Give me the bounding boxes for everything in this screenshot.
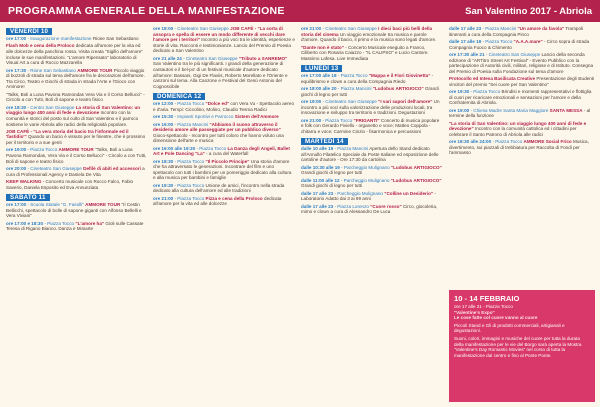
event-title: Pizza e cena della Proloco	[205, 195, 263, 201]
event-description: Grandi giochi di legno per tutti	[301, 86, 439, 97]
event-place: - Cineteatro San Giuseppe	[322, 26, 377, 31]
event-time: ore 12:00	[153, 101, 174, 107]
event-time: ore 21:00	[301, 26, 322, 31]
program-event	[301, 45, 443, 62]
event-time: ore 15:30	[153, 114, 174, 120]
event-time: ore 17:00 e 18:30	[6, 220, 44, 226]
program-event	[153, 196, 295, 207]
program-event	[6, 92, 148, 103]
event-description: - al termine della funzione	[449, 107, 591, 119]
event-title: Defilè di abiti ed accessori	[83, 166, 141, 172]
event-description: "Talks, Boli a Luna Pavona Ramondas Vera Via e il Corso Bellucci" - Circolo a con Tutti, Boli di sapone e teatro fisico	[6, 91, 145, 103]
event-place: - Cineteatro San Giuseppe	[322, 99, 377, 105]
day-heading: MARTEDÌ 14	[301, 138, 348, 145]
event-description: Gioli sulle Cassate Teresa di Rigano Bianco. Danza e Miniarte	[6, 220, 144, 232]
event-place: - Cineteatro San Giuseppe	[485, 51, 541, 57]
program-event	[449, 139, 595, 156]
event-title: KEEP WALKING	[6, 179, 42, 185]
event-description: Unione de amici, l'incontro nella strada dedicato alla cultura dell'amore ed alle tradizioni	[153, 182, 285, 194]
event-description: - a cura del Waterfall	[206, 151, 249, 157]
event-time: ore 17:00 alle 18	[301, 73, 337, 79]
promo-title: "Valentine's Expo"	[454, 309, 495, 315]
program-event	[449, 26, 595, 37]
event-description: Un incontro a più voci sulla valorizzazione delle produzioni locali, tra innovazione e sviluppo tra territorio e tradizioni. Degustazioni	[301, 99, 440, 116]
program-event	[6, 202, 148, 219]
event-title: AMMORE TOUR	[77, 67, 113, 73]
program-event	[301, 191, 443, 202]
program-column-4	[449, 26, 595, 158]
event-description: San Valentino tra le più significanti. I grandi della generazione di cantautori e il bel-po' di un festival musicale d'autore dedicato all'amore: Bassani, Gigi De Flaviis, Roberto Morellato e l'Oriente e canzoni sul tema. Alla Canzone e Festival del Gesù Antonio del Cognoscibile	[153, 61, 288, 89]
event-time: dalle 17 alle 23	[301, 203, 334, 209]
program-event	[6, 166, 148, 177]
day-heading: SABATO 11	[6, 194, 50, 201]
program-event	[6, 43, 148, 65]
event-place: - Piazza Mancini	[337, 86, 372, 92]
event-title: JOB CAFÈ - "La sorta di ansopra e spella di essere un modo differente di vecchi dare l'amore per i territori"	[153, 26, 285, 43]
event-time: ore 21:00	[301, 117, 322, 123]
event-place: - Parcheggio Mulignano	[334, 190, 383, 196]
event-title: "Colline un Desiderio"	[384, 190, 434, 196]
program-event	[449, 52, 595, 74]
event-description: Grandi giochi di legno per tutti	[301, 183, 363, 189]
program-event	[301, 73, 443, 84]
event-title: I dieci baci più belli della storia del cinema	[301, 26, 433, 37]
event-description: Incontro a più voci tra le identità, esperienze e storie di vita. Racconti e testimonianze. Lancio del Premio di Poesia dedicato a San Valentino	[153, 37, 295, 54]
event-title: AMMORE TOUR	[58, 147, 94, 153]
event-description: - Laboratorio Adatto dai 3 ai 99 anni	[301, 190, 436, 202]
event-description: Grandi giochi di legno per tutti	[301, 170, 363, 176]
event-title: "Ludobus ARTIGIOCO"	[372, 86, 424, 92]
event-place: - Piazza Mancini	[174, 121, 209, 127]
event-description: - Circo sopra di strada Compagnia Fuoco & Chimento	[449, 38, 590, 50]
event-description: Un viaggio emozionale tra musica e parole d'amore. Quando il bacio, il primo e la musica sono legati d'amore.	[301, 31, 437, 43]
program-event	[6, 147, 148, 164]
event-description: Gioco-spettacolo - Incontro per tutti coloro che hanno voluto una dimensione dell'arte e musica	[153, 132, 284, 144]
event-description: - equilibrismo e clown a cura della Compagnia Riedo	[301, 73, 434, 84]
promo-time-place: ore 17 alle 21 - Piazza Tocco	[454, 304, 513, 309]
event-description: - Concerto musicale con Rocco Falco, Fabio Saverio, Daniela Esposito ed Eva Annunziata	[6, 179, 134, 190]
event-title: "A.A.A.mare"	[513, 38, 543, 44]
event-description: Presentazione degli studenti vincitori del premio "Sei cuore per San Valentino"	[449, 76, 595, 87]
event-place: - Parcheggio Mulignano	[341, 164, 390, 170]
event-title: "Cuore rosso"	[370, 203, 402, 209]
event-description: Musica, divertimento, sui piazzali di trebbiatura per Raccolta di Fondi per l'ammasso	[449, 139, 589, 156]
event-time: ore 16:00	[153, 121, 174, 127]
event-description: "Talks, Boli a Luna Pavona Ramondas, Vera Via e il Corso Bellucci" - Circolo a con Tutti, Boli di sapone e teatro fisico	[6, 147, 147, 164]
event-title: "Abbiamo il suono attraverso il desiderio amore alle passeggiate per un pubblico diverso"	[153, 121, 281, 133]
program-event	[6, 221, 148, 232]
event-description: dedicata all'amore per la vita ed alle dolcezze della panchina rossa. Visita creata "Sigillo dell'amore" incluse le sue manifestazioni. "L'amore Ripensato" laboratorio di Visual Art a cura di Rocco Mazzarella	[6, 43, 143, 66]
event-title: La storia di San Valentino: un viaggio lungo 400 anni di fede e devozione	[6, 104, 141, 116]
event-time: ore 18:30 alle 24:00	[449, 139, 492, 145]
event-time: ore 19:00	[301, 99, 322, 105]
event-title: "L'amore ha"	[75, 220, 105, 226]
event-title: "Tributo a SANREMO"	[238, 55, 288, 61]
event-place: - Piazza Tocco	[174, 101, 205, 107]
event-place: - Inaugurazione manifestazione	[27, 36, 92, 41]
event-description: Incontro con la comunità e storici del posto sul culto di San Valentino e il parroco sostiene le varie Abriola alle radici della religiosità popolare.	[6, 110, 139, 127]
event-place: - Cineteatro San Giuseppe	[174, 26, 229, 31]
event-time: ore 19:00	[6, 147, 27, 153]
edition-label: San Valentino 2017 - Abriola	[465, 5, 592, 17]
program-event	[6, 179, 148, 190]
event-title: Protocollo ed Intesa Basilicata Creative	[449, 76, 536, 82]
program-event	[301, 204, 443, 215]
program-event	[153, 146, 295, 157]
event-place: - Piazza Mancini	[334, 146, 369, 152]
program-event	[449, 89, 595, 106]
event-title: "I vari sapori dell'amore"	[378, 99, 433, 105]
event-place: - Piazza Tocco	[174, 158, 205, 164]
program-column-2	[153, 26, 295, 209]
event-title: AMMORE TOUR	[85, 202, 121, 208]
program-event	[6, 36, 148, 42]
event-time: ore 19:30	[153, 182, 174, 188]
event-title: "FRIGANTI"	[353, 117, 380, 123]
event-time: dalle 10 alle 19	[301, 146, 334, 152]
program-event	[301, 26, 443, 43]
event-title: La Danza degli Angeli, Ballet Art e Pole Dancing "La"	[153, 145, 290, 157]
event-place: - Piazza Tocco	[470, 89, 501, 95]
event-title: "Ludobus ARTIGIOCO"	[390, 164, 442, 170]
event-place: - Piazza Tocco	[322, 117, 353, 123]
event-place: - Impianti Sportivi e Parrocco	[174, 114, 234, 120]
event-place: - Piazza Tocco	[27, 147, 58, 153]
program-event	[153, 56, 295, 90]
event-title: "Ludobus ARTIGIOCO"	[390, 177, 442, 183]
event-time: ore 19:30	[449, 89, 470, 95]
event-description: Lancio della seconda edizione di "ARTitro Street Art Festival" - Evento Pubblico con la partecipazione di Autorità civili, militari, religiose e di Istituto. Consegna del Premio di Poesia sulla Fondazione sul tema d'amore	[449, 51, 594, 74]
event-time: dalle 11:00 alle 12	[301, 177, 340, 183]
event-title: "Mappa e il Fiori Giovinetta"	[368, 73, 431, 79]
promo-description-1: Piccoli Stand e Gli di prodotti commerciali, artigianali e degustazioni.	[454, 322, 565, 334]
promo-subtitle: Le cose fatte col cuore vanno al cuore	[454, 315, 538, 321]
event-title: Sistem dell'Ammore	[234, 114, 279, 120]
event-time: ore 17:30	[6, 67, 27, 73]
event-time: ore 18:30	[6, 104, 27, 110]
event-description: Incontro con la comunità cattolica ed i cittadini per celebrare il Santo Patrono di Abriola alle radici	[449, 126, 577, 137]
event-title: "Il Piccolo Principe"	[205, 158, 250, 164]
day-heading: LUNEDÌ 13	[301, 65, 342, 72]
event-description: con Vera Vu - Spettacolo aereo e d'aria. Tempi: Ciccolino, Molino, Claudio Tesma Radici	[153, 101, 295, 112]
event-time: ore 19:00	[449, 107, 470, 113]
program-event	[301, 146, 443, 163]
day-heading: DOMENICA 12	[153, 93, 205, 100]
page-title: PROGRAMMA GENERALE DELLA MANIFESTAZIONE	[8, 5, 285, 17]
event-title: AMMORE Social Frico	[523, 139, 572, 145]
program-column-1	[6, 26, 148, 234]
program-event	[153, 122, 295, 144]
program-event	[301, 178, 443, 189]
event-place: - Scuola Statale "G. Fasolli"	[27, 202, 84, 208]
program-event	[153, 101, 295, 112]
event-place: - Piazza Lorenzo	[334, 203, 369, 209]
event-place: - Piazza Tocco	[44, 220, 75, 226]
event-time: ore 16:00 alle 19:30	[153, 145, 196, 151]
event-title: "Dante non è stato"	[301, 44, 344, 50]
event-description: a cura di Professionali Agency e Daniela De Vita	[6, 166, 145, 177]
event-description: Piccolo viaggio di bozzoli di strada sul tema dell'amore fra le decorazioni dell'amore. Tra Circo, Teatro e Giochi di strada in strada l'Arte e l'Gioco con Ammore!	[6, 67, 145, 90]
event-place: - Piazza Tocco	[196, 145, 227, 151]
event-description: Brindisi e momenti rappresentativi e flottiglia di cuori per ricaricare emozionali e sensazioni per l'amore e della Confraternita di Abriola.	[449, 89, 592, 106]
event-description: Trampoli itineranti a cura della Compagnia Pinco	[449, 26, 584, 37]
event-time: dalle 17 alle 19	[449, 38, 482, 44]
program-event	[6, 129, 148, 146]
event-description: Concerto di musica popolare e folk con Gerardo Fiviello - organetto e voce; Matteo Coppola - chitarra e voce; Carmine Cinzio - fisarmonica e percussioni	[301, 117, 440, 134]
program-event	[153, 114, 295, 120]
event-place: - Piazza Tocco	[482, 38, 513, 44]
program-event	[301, 165, 443, 176]
promo-description-2: Suoni, colori, immagini e musiche del cuore per tutta la durata della manifestazione per le vie del Borgo sarà aperta la Mostra "Valentine's Day Romantic Movies" nel corso di tutta la manifestazione dal centro e fino al Ponte Ponte.	[454, 335, 582, 358]
event-place: - Centro San Giuseppe	[27, 104, 75, 110]
event-title: "La storia di San Valentino: un viaggio lungo 400 anni di fede e devozione"	[449, 120, 587, 132]
event-description: Circo, giocoleria, mimo e clown a cura di Alessandro De Luca	[301, 203, 438, 215]
event-title: SANTA MESSA	[549, 107, 583, 113]
event-place: - Piazza Mancini	[482, 26, 517, 31]
event-description: Una storia d'amore che ha attraversato le generazioni. Incontrare del film e uno spettacolo con tutti i bambini per un pomeriggio dedicato alla cultura e alla musica per bambini e famiglie	[153, 158, 292, 181]
event-time: ore 18:00 alle 20	[301, 86, 337, 92]
event-place: - Rione San Sebastiano	[27, 67, 76, 73]
event-title: "Un amore da favola"	[517, 26, 565, 31]
event-time: dalle 10:30 alle 19	[301, 164, 340, 170]
program-event	[153, 183, 295, 194]
event-description: dedicata all'amore per la vita ed alle dolcezze	[153, 195, 282, 207]
event-title: "Dolce ed"	[205, 101, 230, 107]
event-description: Quando un bacio è vissuto per le finestre, che è prossimo per il territorio e a sue genti	[6, 134, 146, 146]
page-header	[0, 0, 600, 22]
event-place: - Piazza Tocco	[492, 139, 523, 145]
event-place: - Cineteatro San Giuseppe	[183, 55, 238, 61]
program-event	[153, 159, 295, 181]
event-place: - Chiesa Madre Santa Maria Maggiore	[470, 107, 549, 113]
program-event	[301, 118, 443, 135]
promo-dates: 10 - 14 FEBBRAIO	[454, 294, 520, 303]
event-place: - Cineteatro San Giuseppe	[27, 166, 82, 172]
event-time: ore 18:30	[153, 158, 174, 164]
program-column-3	[301, 26, 443, 217]
program-event	[301, 99, 443, 116]
day-heading: VENERDÌ 10	[6, 28, 52, 35]
event-description: Apertura dello Stand dedicato all'Annullo Filatelico Speciale da Poste Italiane ed esposizione delle cartoline d'autore - Ore 17:30 da cartolina	[301, 146, 439, 163]
event-time: dalle 17 alle 23	[449, 26, 482, 31]
event-time: ore 17:30 alle 21	[449, 51, 485, 57]
event-time: ore 17:00	[6, 202, 27, 208]
program-event	[449, 108, 595, 119]
event-time: dalle 17 alle 23	[301, 190, 334, 196]
event-title: Flash Mob e cena della Proloco	[6, 43, 75, 49]
event-time: ore 21 alle 24	[153, 55, 182, 61]
program-event	[449, 76, 595, 87]
event-time: ore 18:00	[153, 26, 174, 31]
event-title: JOB CAFÈ - "La vera storia del bacio tra l'informale ed il 'fastidio'"	[6, 128, 129, 140]
program-event	[449, 39, 595, 50]
event-description: - Concerto Musicale eseguito a Franco, Ciliberto con Rosaria Caiazzo - "IL CALIPSO" e Lucio Cantore. Massimo Lafesa. Live Immediata	[301, 44, 429, 61]
event-place: - Piazza Tocco	[174, 182, 205, 188]
program-event	[449, 121, 595, 138]
program-event	[6, 105, 148, 127]
event-place: - Piazza Tocco	[337, 73, 368, 79]
event-time: ore 17:00	[6, 36, 27, 41]
program-event	[153, 26, 295, 54]
event-place: - Piazza Tocco	[174, 195, 205, 201]
event-time: ore 21:00	[153, 195, 174, 201]
program-event	[6, 68, 148, 90]
program-event	[301, 86, 443, 97]
event-time: ore 20:00	[6, 166, 27, 172]
event-description: Rione San Sebastiano	[92, 36, 139, 41]
expo-promo-box	[449, 290, 595, 402]
event-description: "Il Cestin Bellicchi, spettacolo di bolle di sapone giganti con Alfonso Bellelli e Vera Viviani"	[6, 202, 142, 219]
event-place: - Parcheggio Mulignano	[340, 177, 390, 183]
